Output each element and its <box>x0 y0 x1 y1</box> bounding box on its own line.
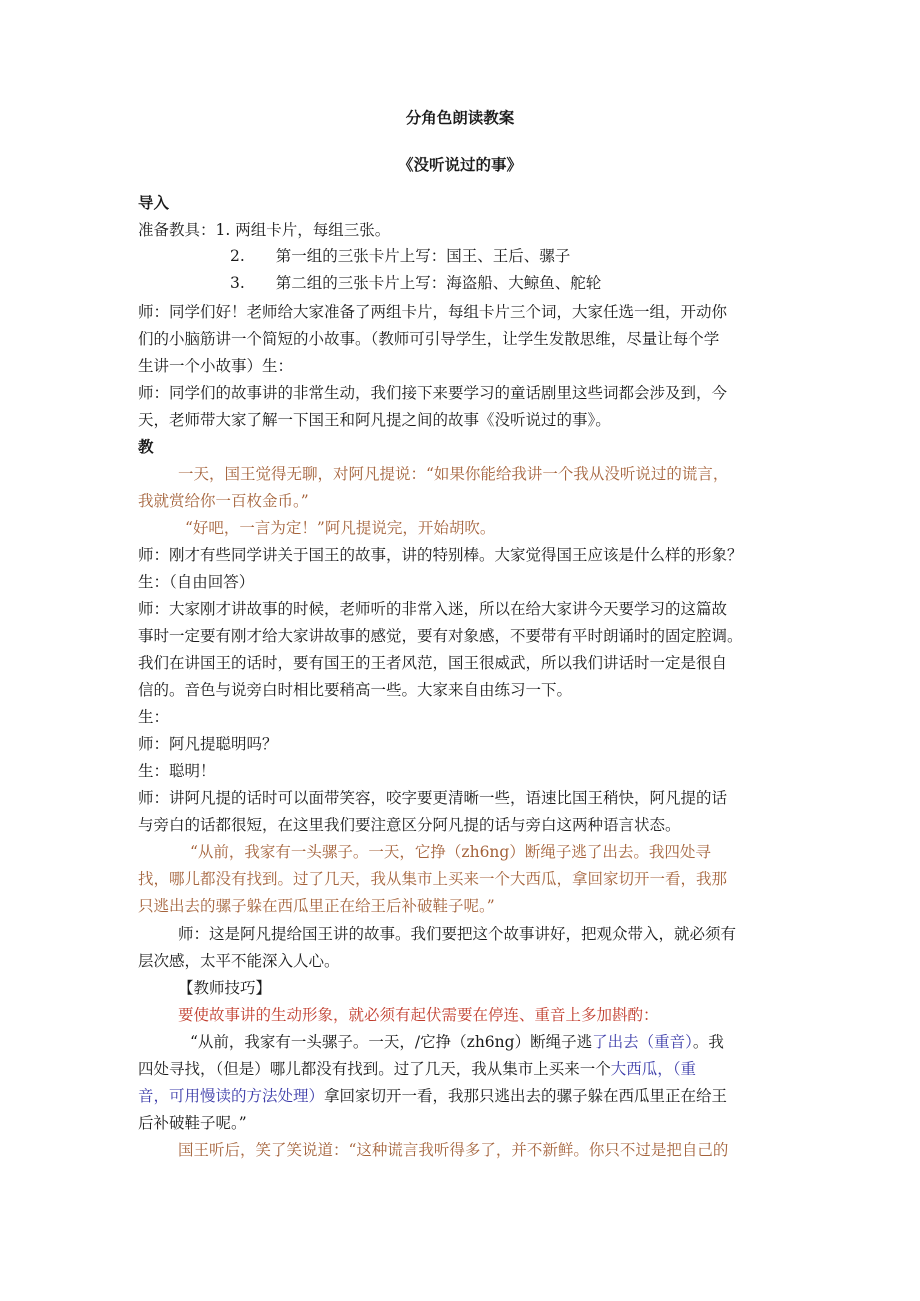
emphasis-annotation: 了出去（重音） <box>592 1033 693 1051</box>
emphasis-annotation: 大西瓜，（重 <box>610 1060 697 1078</box>
story-text: 拿回家切开一看，我那只逃出去的骡子躲在西瓜里正在给王 <box>324 1087 728 1105</box>
paragraph-line: 我们在讲国王的话时，要有国王的王者风范，国王很威武，所以我们讲话时一定是很自 <box>138 654 728 672</box>
paragraph-line: 事时一定要有刚才给大家讲故事的感觉，要有对象感，不要带有平时朗诵时的固定腔调。 <box>138 627 743 645</box>
paragraph-line: 3. 第二组的三张卡片上写：海盗船、大鲸鱼、舵轮 <box>230 274 602 292</box>
story-text: 。我 <box>692 1033 724 1051</box>
paragraph-line: 师：讲阿凡提的话时可以面带笑容，咬字要更清晰一些，语速比国王稍快，阿凡提的话 <box>138 789 728 807</box>
paragraph-line: 师：同学们好！老师给大家准备了两组卡片，每组卡片三个词，大家任选一组，开动你 <box>138 303 728 321</box>
teacher-tips-heading: 【教师技巧】 <box>178 979 272 997</box>
paragraph-line: 层次感，太平不能深入人心。 <box>138 952 340 970</box>
paragraph-line: 天，老师带大家了解一下国王和阿凡提之间的故事《没听说过的事》。 <box>138 411 611 429</box>
paragraph-line: 信的。音色与说旁白时相比要稍高一些。大家来自由练习一下。 <box>138 681 573 699</box>
document-subtitle: 《没听说过的事》 <box>397 155 522 174</box>
paragraph-line: 生：聪明！ <box>138 762 216 780</box>
teacher-tips-line: 要使故事讲的生动形象，就必须有起伏需要在停连、重音上多加斟酌： <box>178 1006 659 1024</box>
paragraph-line: 师：大家刚才讲故事的时候，老师听的非常入迷，所以在给大家讲今天要学习的这篇故 <box>138 600 728 618</box>
section-heading-intro: 导入 <box>138 193 170 212</box>
paragraph-line: 与旁白的话都很短，在这里我们要注意区分阿凡提的话与旁白这两种语言状态。 <box>138 816 681 834</box>
emphasis-annotation: 音，可用慢读的方法处理） <box>138 1087 325 1105</box>
paragraph-line: 师：同学们的故事讲的非常生动，我们接下来要学习的童话剧里这些词都会涉及到，今 <box>138 384 728 402</box>
annotated-story-line <box>138 1086 788 1106</box>
story-line: 我就赏给你一百枚金币。” <box>138 492 309 510</box>
story-line: “从前，我家有一头骡子。一天，它挣（zh6ng）断绳子逃了出去。我四处寻 <box>190 843 711 861</box>
story-line: 找，哪儿都没有找到。过了几天，我从集市上买来一个大西瓜，拿回家切开一看，我那 <box>138 870 728 888</box>
section-heading-teach: 教 <box>138 437 154 456</box>
document-title: 分角色朗读教案 <box>405 108 515 127</box>
paragraph-line: 们的小脑筋讲一个简短的小故事。（教师可引导学生，让学生发散思维，尽量让每个学 <box>138 330 720 348</box>
story-text: 四处寻找，（但是）哪儿都没有找到。过了几天，我从集市上买来一个 <box>138 1060 611 1078</box>
story-line: 国王听后，笑了笑说道：“这种谎言我听得多了，并不新鲜。你只不过是把自己的 <box>178 1141 729 1159</box>
story-line: “好吧，一言为定！”阿凡提说完，开始胡吹。 <box>185 519 496 537</box>
paragraph-line: 生讲一个小故事）生： <box>138 357 294 375</box>
annotated-story-line <box>190 1032 840 1052</box>
story-text: “从前，我家有一头骡子。一天，/它挣（zh6ng）断绳子逃 <box>190 1033 593 1051</box>
story-line: 一天，国王觉得无聊，对阿凡提说：“如果你能给我讲一个我从没听说过的谎言， <box>178 465 729 483</box>
paragraph-line: 2. 第一组的三张卡片上写：国王、王后、骡子 <box>230 247 571 265</box>
paragraph-line: 师：阿凡提聪明吗？ <box>138 735 278 753</box>
paragraph-line: 生： <box>138 708 170 726</box>
paragraph-line: 准备教具：1. 两组卡片，每组三张。 <box>138 221 391 239</box>
paragraph-line: 后补破鞋子呢。” <box>138 1114 247 1132</box>
paragraph-line: 师：这是阿凡提给国王讲的故事。我们要把这个故事讲好，把观众带入，就必须有 <box>178 925 737 943</box>
annotated-story-line <box>138 1059 788 1079</box>
paragraph-line: 生：（自由回答） <box>138 573 255 591</box>
paragraph-line: 师：刚才有些同学讲关于国王的故事，讲的特别棒。大家觉得国王应该是什么样的形象？ <box>138 546 743 564</box>
story-line: 只逃出去的骡子躲在西瓜里正在给王后补破鞋子呢。” <box>138 897 495 915</box>
